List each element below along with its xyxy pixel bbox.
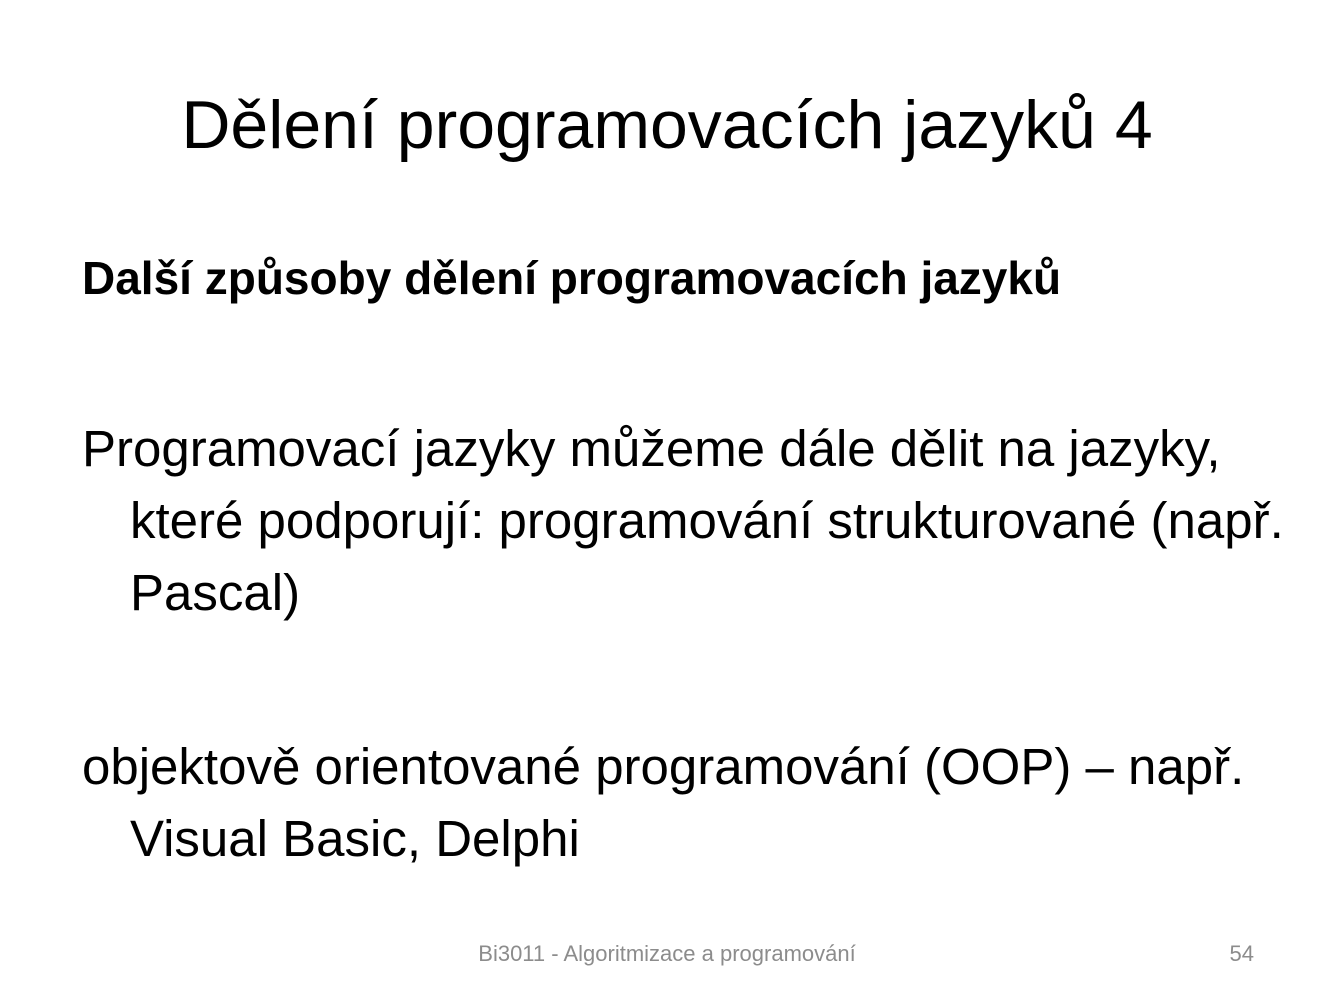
paragraph-oop: objektově orientované programování (OOP) – např. Visual Basic, Delphi [82,738,1245,867]
slide-title: Dělení programovacích jazyků 4 [181,87,1153,163]
page-number: 54 [1229,941,1254,966]
footer-course: Bi3011 - Algoritmizace a programování [478,941,856,966]
paragraph-structured: Programovací jazyky můžeme dále dělit na jazyky, které podporují: programování strukturované (např. Pascal) [82,420,1284,621]
slide-subtitle: Další způsoby dělení programovacích jazyků [82,252,1062,304]
